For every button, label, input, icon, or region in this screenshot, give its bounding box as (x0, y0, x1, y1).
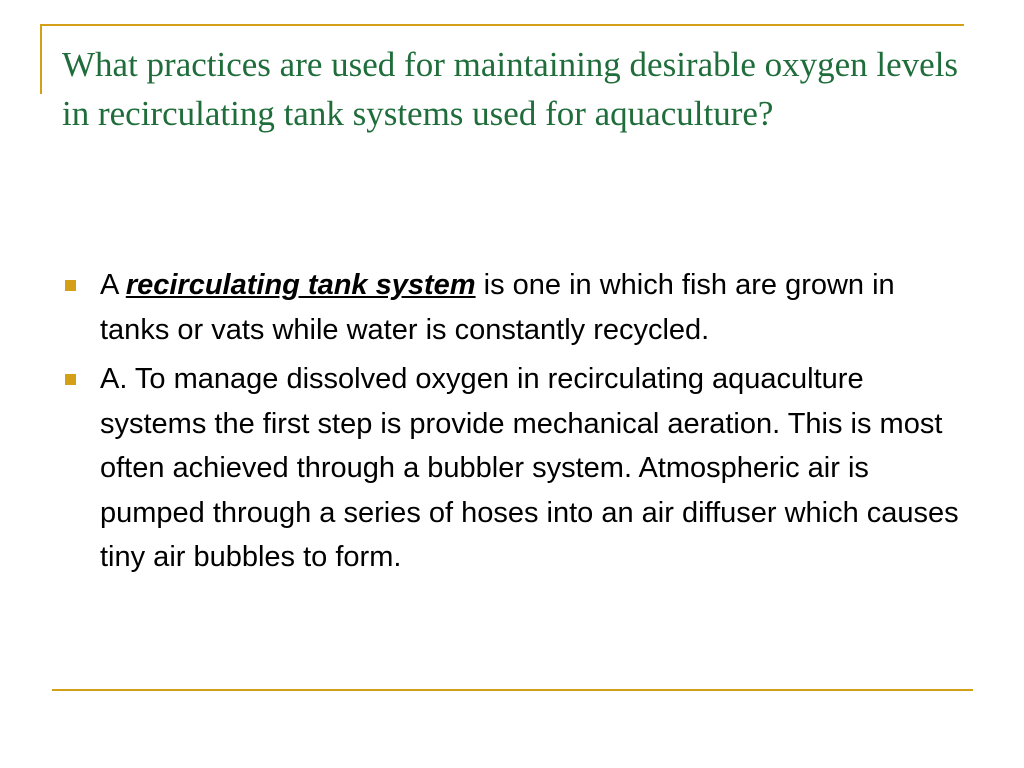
bullet-item-answer (62, 357, 962, 580)
bottom-divider (52, 689, 973, 691)
bullet-item-definition (62, 263, 962, 352)
square-bullet-icon (65, 374, 76, 385)
bullet-prefix: A (100, 269, 126, 301)
bullet-list (62, 263, 962, 585)
left-accent-bar (40, 24, 42, 94)
key-term: recirculating tank system (125, 269, 476, 301)
square-bullet-icon (65, 280, 76, 291)
top-divider (40, 24, 964, 26)
bullet-text: is one in which fish are grown in tanks or vats while water is constantly recycled. (100, 269, 895, 346)
slide-title: What practices are used for maintaining desirable oxygen levels in recirculating tank systems used for aquaculture? (62, 45, 959, 133)
bullet-text: A. To manage dissolved oxygen in recirculating aquaculture systems the first step is provide mechanical aeration. This is most often achieved through a bubbler system. Atmospheric air is pumped through a series of hoses into an air diffuser which causes tiny air bubbles to form. (100, 363, 959, 573)
